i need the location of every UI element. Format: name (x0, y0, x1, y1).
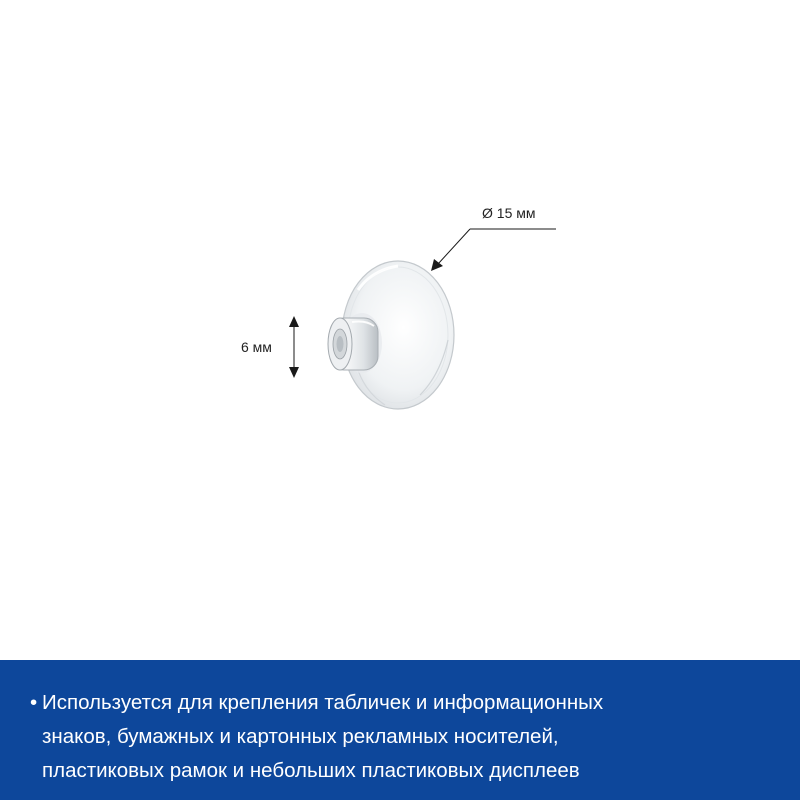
description-line (30, 754, 800, 788)
suction-cup-knob (328, 318, 378, 370)
description-line (30, 686, 800, 720)
description-line (30, 720, 800, 754)
description-line-text: знаков, бумажных и картонных рекламных носителей, (42, 725, 559, 748)
description-banner (0, 660, 800, 800)
height-dimension-arrow (289, 316, 299, 378)
diameter-label: Ø 15 мм (482, 205, 536, 221)
description-line-text: пластиковых рамок и небольших пластиковых дисплеев (42, 759, 580, 782)
bullet-icon: • (30, 691, 38, 714)
height-label: 6 мм (241, 339, 272, 355)
diameter-dimension-arrow (431, 229, 556, 271)
description-line-text: Используется для крепления табличек и информационных (42, 691, 604, 714)
